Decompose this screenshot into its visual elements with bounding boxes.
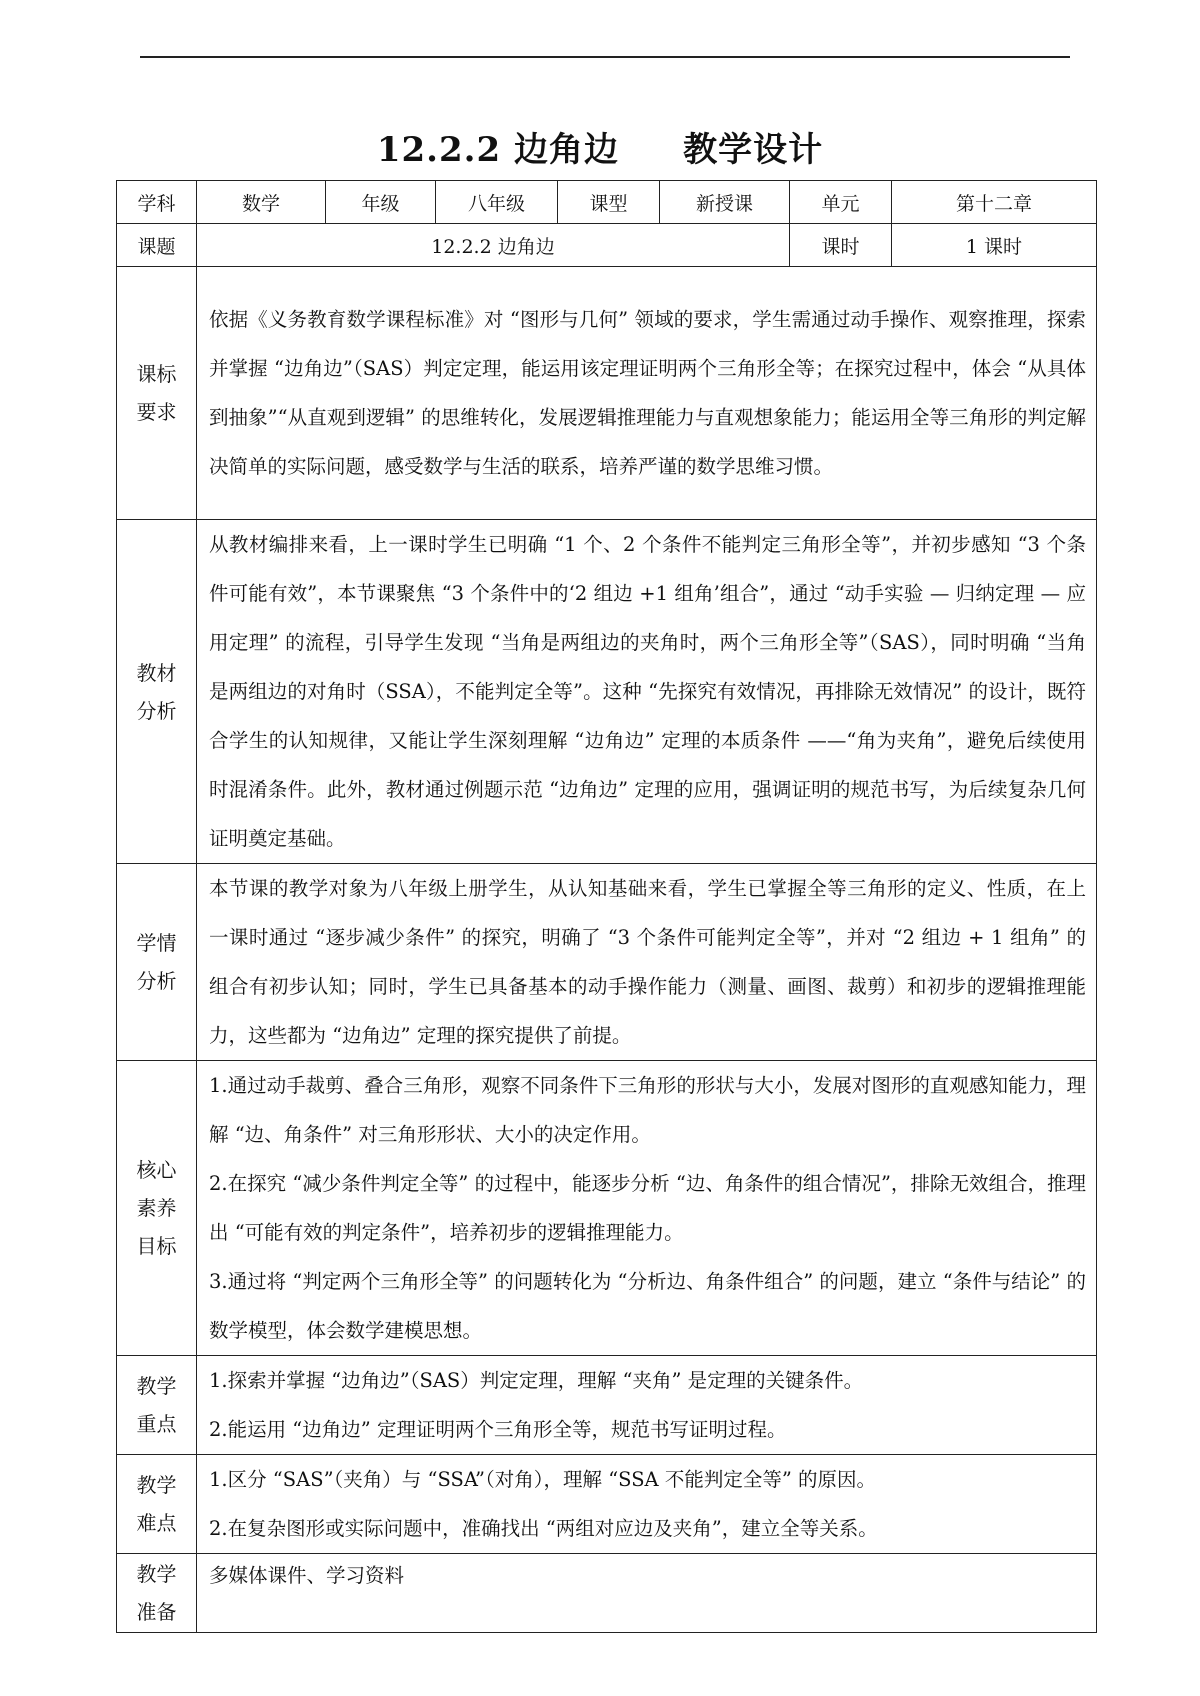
label-line: 课标 — [136, 362, 177, 386]
header-rule — [140, 56, 1070, 58]
subject-label: 学科 — [117, 181, 197, 224]
section-textbook-analysis — [117, 520, 1097, 864]
section-body — [197, 1455, 1097, 1554]
label-line: 分析 — [136, 969, 177, 993]
section-body — [197, 267, 1097, 520]
topic-value: 12.2.2 边角边 — [197, 224, 790, 267]
section-preparation — [117, 1554, 1097, 1633]
label-line: 目标 — [136, 1234, 177, 1258]
section-curriculum-standards — [117, 267, 1097, 520]
lesson-type-label: 课型 — [558, 181, 660, 224]
topic-label: 课题 — [117, 224, 197, 267]
section-body — [197, 864, 1097, 1061]
section-body — [197, 1061, 1097, 1356]
section-label — [117, 1061, 197, 1356]
paragraph: 从教材编排来看，上一课时学生已明确 “1 个、2 个条件不能判定三角形全等”，并初步感知 “3 个条件可能有效”，本节课聚焦 “3 个条件中的‘2 组边 +1 组角’组合”，通过 “动手实验 — 归纳定理 — 应用定理” 的流程，引导学生发现 “当角是两组边的夹角时，两个三角形全等”（SAS），同时明确 “当角是两组边的对角时（SSA），不能判定全等”。这种 “先探究有效情况，再排除无效情况” 的设计，既符合学生的认知规律，又能让学生深刻理解 “边角边” 定理的本质条件 ——“角为夹角”，避免后续使用时混淆条件。此外，教材通过例题示范 “边角边” 定理的应用，强调证明的规范书写，为后续复杂几何证明奠定基础。 — [209, 533, 1086, 850]
label-line: 素养 — [136, 1196, 177, 1220]
unit-label: 单元 — [790, 181, 892, 224]
period-value: 1 课时 — [892, 224, 1097, 267]
paragraph: 2.能运用 “边角边” 定理证明两个三角形全等，规范书写证明过程。 — [209, 1418, 787, 1441]
section-label — [117, 520, 197, 864]
paragraph: 多媒体课件、学习资料 — [209, 1564, 405, 1587]
section-label — [117, 267, 197, 520]
subject-value: 数学 — [197, 181, 326, 224]
unit-value: 第十二章 — [892, 181, 1097, 224]
section-label — [117, 1455, 197, 1554]
section-key-points — [117, 1356, 1097, 1455]
grade-value: 八年级 — [436, 181, 558, 224]
section-body — [197, 1554, 1097, 1633]
info-row — [117, 181, 1097, 224]
grade-label: 年级 — [326, 181, 436, 224]
label-line: 分析 — [136, 698, 177, 723]
section-student-analysis — [117, 864, 1097, 1061]
label-line: 难点 — [136, 1511, 177, 1535]
section-label — [117, 1554, 197, 1633]
section-difficulties — [117, 1455, 1097, 1554]
section-core-literacy-goals — [117, 1061, 1097, 1356]
label-line: 教学 — [136, 1374, 177, 1398]
paragraph: 1.通过动手裁剪、叠合三角形，观察不同条件下三角形的形状与大小，发展对图形的直观感知能力，理解 “边、角条件” 对三角形形状、大小的决定作用。 — [209, 1074, 1086, 1146]
label-line: 核心 — [136, 1158, 177, 1182]
period-label: 课时 — [790, 224, 892, 267]
paragraph: 1.区分 “SAS”（夹角）与 “SSA”（对角），理解 “SSA 不能判定全等” 的原因。 — [209, 1468, 877, 1491]
document-title: 12.2.2 边角边 教学设计 — [376, 130, 824, 170]
section-label — [117, 1356, 197, 1455]
label-line: 教学 — [136, 1562, 177, 1586]
topic-row — [117, 224, 1097, 267]
label-line: 教材 — [136, 660, 177, 685]
paragraph: 3.通过将 “判定两个三角形全等” 的问题转化为 “分析边、角条件组合” 的问题，建立 “条件与结论” 的数学模型，体会数学建模思想。 — [209, 1270, 1086, 1342]
section-label — [117, 864, 197, 1061]
label-line: 学情 — [136, 931, 177, 955]
paragraph: 1.探索并掌握 “边角边”（SAS）判定定理，理解 “夹角” 是定理的关键条件。 — [209, 1369, 864, 1392]
paragraph: 本节课的教学对象为八年级上册学生，从认知基础来看，学生已掌握全等三角形的定义、性质，在上一课时通过 “逐步减少条件” 的探究，明确了 “3 个条件可能判定全等”，并对 “2 组边 + 1 组角” 的组合有初步认知；同时，学生已具备基本的动手操作能力（测量、画图、裁剪）和初步的逻辑推理能力，这些都为 “边角边” 定理的探究提供了前提。 — [209, 877, 1086, 1047]
label-line: 教学 — [136, 1473, 177, 1497]
paragraph: 2.在探究 “减少条件判定全等” 的过程中，能逐步分析 “边、角条件的组合情况”，排除无效组合，推理出 “可能有效的判定条件”，培养初步的逻辑推理能力。 — [209, 1172, 1086, 1244]
paragraph: 2.在复杂图形或实际问题中，准确找出 “两组对应边及夹角”，建立全等关系。 — [209, 1517, 878, 1540]
lesson-plan-table — [116, 180, 1097, 1633]
section-body — [197, 1356, 1097, 1455]
lesson-type-value: 新授课 — [660, 181, 790, 224]
label-line: 重点 — [136, 1412, 177, 1436]
section-body — [197, 520, 1097, 864]
label-line: 要求 — [136, 400, 177, 424]
paragraph: 依据《义务教育数学课程标准》对 “图形与几何” 领域的要求，学生需通过动手操作、观察推理，探索并掌握 “边角边”（SAS）判定定理，能运用该定理证明两个三角形全等；在探究过程中，体会 “从具体到抽象”“从直观到逻辑” 的思维转化，发展逻辑推理能力与直观想象能力；能运用全等三角形的判定解决简单的实际问题，感受数学与生活的联系，培养严谨的数学思维习惯。 — [209, 308, 1086, 478]
label-line: 准备 — [136, 1600, 177, 1624]
